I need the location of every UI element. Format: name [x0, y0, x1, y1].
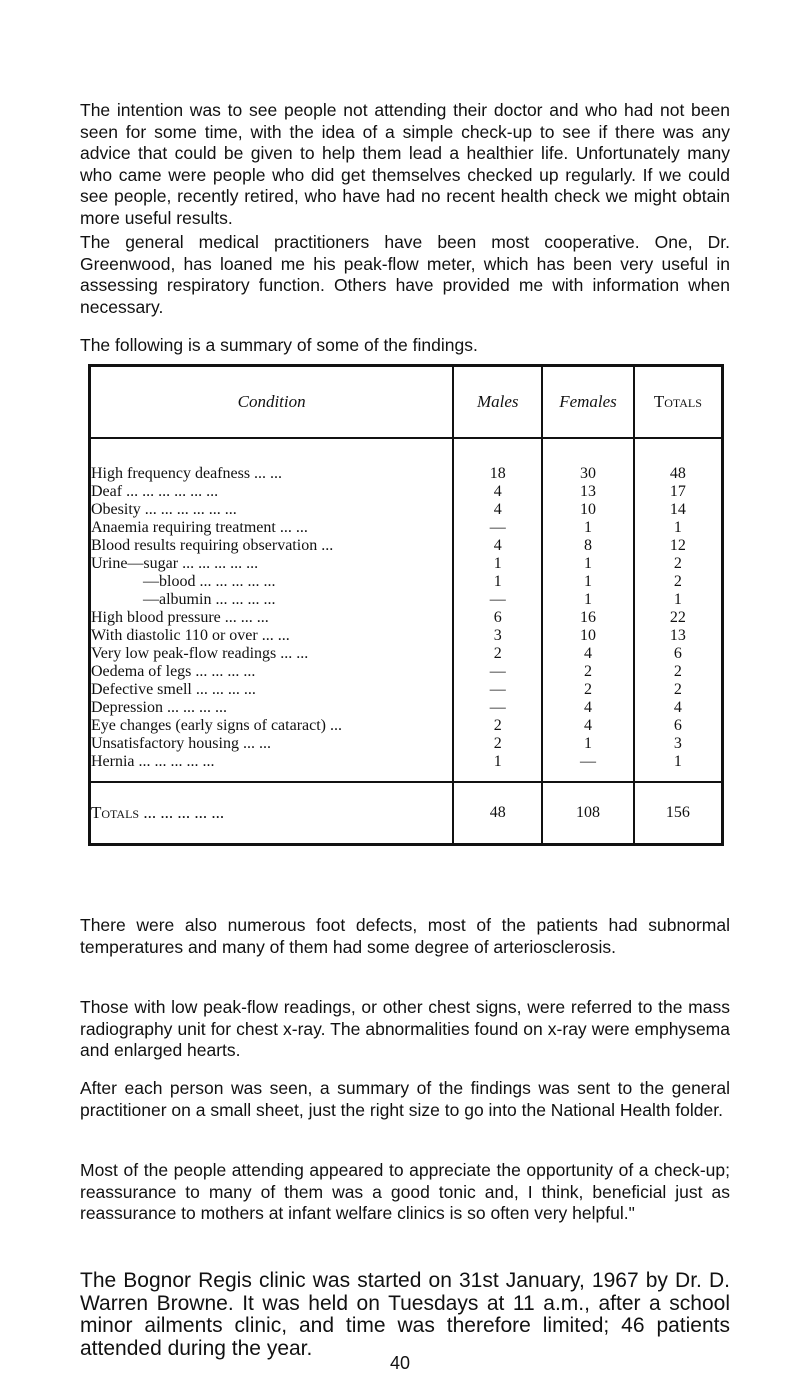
paragraph-reassurance: Most of the people attending appeared to appreciate the opportunity of a check-up; reassurance to many of them was a good tonic and, I think, beneficial just as reassurance to mothers at infant welfare clinics is so often very helpful."	[80, 1160, 730, 1223]
females-cell: 13	[542, 483, 633, 501]
condition-cell: Blood results requiring observation ...	[90, 537, 454, 555]
females-cell: 2	[542, 663, 633, 681]
totals-cell: 1	[634, 519, 723, 537]
totals-cell: 14	[634, 501, 723, 519]
totals-label: Totals ... ... ... ... ...	[90, 782, 454, 845]
males-cell: 1	[453, 573, 542, 591]
totals-cell: 17	[634, 483, 723, 501]
condition-cell: Deaf ... ... ... ... ... ...	[90, 483, 454, 501]
totals-cell: 12	[634, 537, 723, 555]
paragraph-bognor-clinic: The Bognor Regis clinic was started on 31st January, 1967 by Dr. D. Warren Browne. It was held on Tuesdays at 11 a.m., after a school minor ailments clinic, and time was therefore limited; 46 patients attended during the year.	[80, 1269, 730, 1360]
males-cell: 4	[453, 501, 542, 519]
paragraph-peak-flow: Those with low peak-flow readings, or other chest signs, were referred to the mass radiography unit for chest x-ray. The abnormalities found on x-ray were emphysema and enlarged hearts.	[80, 997, 730, 1060]
condition-cell: High blood pressure ... ... ...	[90, 609, 454, 627]
totals-cell: 6	[634, 717, 723, 735]
males-cell: 2	[453, 717, 542, 735]
condition-cell: Obesity ... ... ... ... ... ...	[90, 501, 454, 519]
findings-table	[88, 364, 724, 846]
table-row	[90, 627, 723, 645]
table-row	[90, 645, 723, 663]
totals-all: 156	[634, 782, 723, 845]
condition-cell: Anaemia requiring treatment ... ...	[90, 519, 454, 537]
condition-cell: Eye changes (early signs of cataract) ...	[90, 717, 454, 735]
condition-cell: —blood ... ... ... ... ...	[90, 573, 454, 591]
paragraph-intention: The intention was to see people not attending their doctor and who had not been seen for some time, with the idea of a simple check-up to see if there was any advice that could be given to help them lead a healthier life. Unfortunately many who came were people who did get themselves checked up regularly. If we could see people, recently retired, who have had no recent health check we might obtain more useful results.	[80, 100, 730, 228]
males-cell: —	[453, 591, 542, 609]
header-totals: Totals	[634, 366, 723, 439]
paragraph-summary-intro: The following is a summary of some of the findings.	[80, 335, 478, 355]
header-females: Females	[542, 366, 633, 439]
totals-cell: 4	[634, 699, 723, 717]
paragraph-foot-defects: There were also numerous foot defects, most of the patients had subnormal temperatures and many of them had some degree of arteriosclerosis.	[80, 915, 730, 957]
females-cell: 10	[542, 501, 633, 519]
females-cell: 30	[542, 438, 633, 483]
males-cell: —	[453, 699, 542, 717]
males-cell: 4	[453, 483, 542, 501]
males-cell: 2	[453, 645, 542, 663]
females-cell: 1	[542, 735, 633, 753]
table-row	[90, 681, 723, 699]
females-cell: —	[542, 753, 633, 782]
table-row	[90, 609, 723, 627]
males-cell: 1	[453, 753, 542, 782]
females-cell: 4	[542, 699, 633, 717]
females-cell: 1	[542, 591, 633, 609]
males-cell: —	[453, 681, 542, 699]
table-row	[90, 501, 723, 519]
paragraph-summary-sent: After each person was seen, a summary of the findings was sent to the general practitioner on a small sheet, just the right size to go into the National Health folder.	[80, 1078, 730, 1120]
table-row	[90, 573, 723, 591]
males-cell: 4	[453, 537, 542, 555]
totals-cell: 48	[634, 438, 723, 483]
paragraph-practitioners: The general medical practitioners have been most cooperative. One, Dr. Greenwood, has loaned me his peak-flow meter, which has been very useful in assessing respiratory function. Others have provided me with information when necessary.	[80, 232, 730, 317]
totals-males: 48	[453, 782, 542, 845]
condition-cell: —albumin ... ... ... ...	[90, 591, 454, 609]
condition-cell: Unsatisfactory housing ... ...	[90, 735, 454, 753]
table-row	[90, 663, 723, 681]
condition-cell: Very low peak-flow readings ... ...	[90, 645, 454, 663]
males-cell: 1	[453, 555, 542, 573]
totals-cell: 1	[634, 753, 723, 782]
condition-cell: Oedema of legs ... ... ... ...	[90, 663, 454, 681]
condition-cell: With diastolic 110 or over ... ...	[90, 627, 454, 645]
condition-cell: Defective smell ... ... ... ...	[90, 681, 454, 699]
header-males: Males	[453, 366, 542, 439]
males-cell: 6	[453, 609, 542, 627]
table-row	[90, 537, 723, 555]
males-cell: 18	[453, 438, 542, 483]
totals-cell: 2	[634, 681, 723, 699]
table-row	[90, 699, 723, 717]
table-row	[90, 483, 723, 501]
females-cell: 2	[542, 681, 633, 699]
totals-cell: 22	[634, 609, 723, 627]
totals-females: 108	[542, 782, 633, 845]
females-cell: 4	[542, 717, 633, 735]
totals-cell: 3	[634, 735, 723, 753]
males-cell: —	[453, 663, 542, 681]
totals-cell: 2	[634, 573, 723, 591]
females-cell: 1	[542, 573, 633, 591]
totals-cell: 1	[634, 591, 723, 609]
table-body	[90, 438, 723, 782]
totals-cell: 2	[634, 555, 723, 573]
header-condition: Condition	[90, 366, 454, 439]
females-cell: 1	[542, 519, 633, 537]
condition-cell: Depression ... ... ... ...	[90, 699, 454, 717]
condition-cell: Hernia ... ... ... ... ...	[90, 753, 454, 782]
condition-cell: High frequency deafness ... ...	[90, 438, 454, 483]
totals-cell: 6	[634, 645, 723, 663]
males-cell: 2	[453, 735, 542, 753]
females-cell: 4	[542, 645, 633, 663]
females-cell: 10	[542, 627, 633, 645]
females-cell: 8	[542, 537, 633, 555]
totals-cell: 13	[634, 627, 723, 645]
page-number: 40	[389, 1353, 411, 1373]
females-cell: 16	[542, 609, 633, 627]
table-row	[90, 753, 723, 782]
table-row	[90, 735, 723, 753]
females-cell: 1	[542, 555, 633, 573]
males-cell: —	[453, 519, 542, 537]
totals-cell: 2	[634, 663, 723, 681]
condition-cell: Urine—sugar ... ... ... ... ...	[90, 555, 454, 573]
table-row	[90, 555, 723, 573]
table-row	[90, 717, 723, 735]
table-totals-row	[90, 782, 723, 845]
table-row	[90, 438, 723, 483]
table-header-row	[90, 366, 723, 439]
table-row	[90, 519, 723, 537]
table-row	[90, 591, 723, 609]
males-cell: 3	[453, 627, 542, 645]
